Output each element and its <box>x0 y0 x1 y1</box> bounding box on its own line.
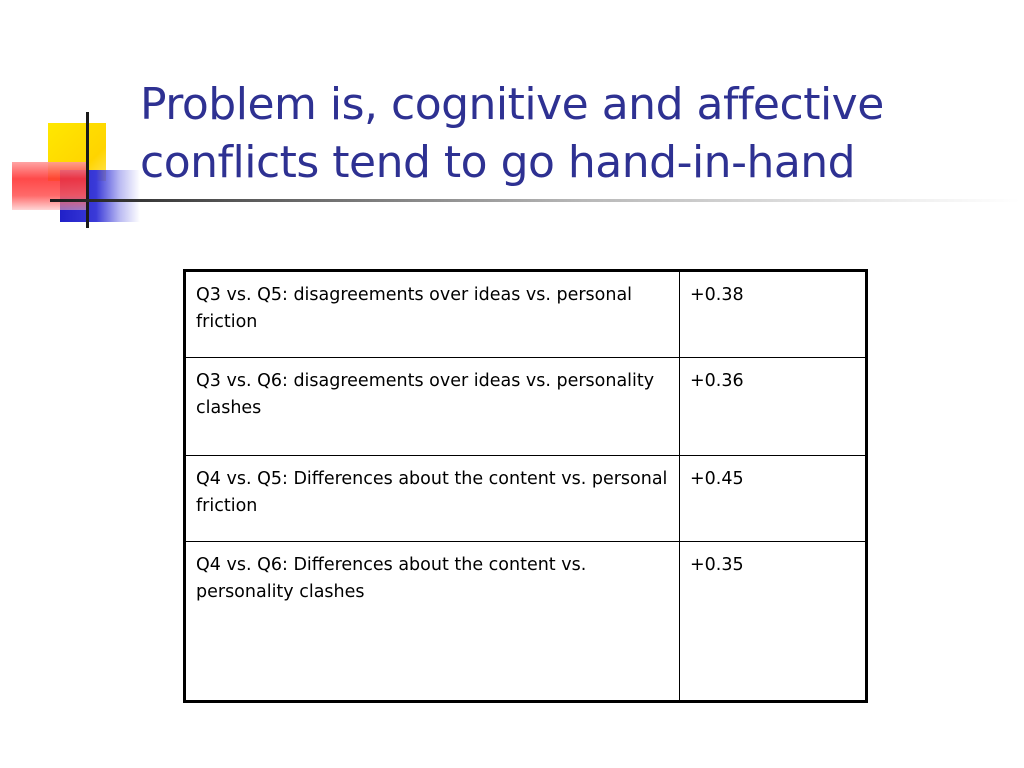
comparison-cell: Q3 vs. Q5: disagreements over ideas vs. personal friction <box>185 271 680 358</box>
blue-square-decoration <box>60 170 140 222</box>
title-line-2: conflicts tend to go hand-in-hand <box>140 137 856 188</box>
table-row <box>185 271 867 358</box>
table-row <box>185 456 867 542</box>
table-row <box>185 358 867 456</box>
comparison-cell: Q4 vs. Q5: Differences about the content vs. personal friction <box>185 456 680 542</box>
slide-title <box>140 76 1000 192</box>
correlation-table <box>183 269 868 703</box>
vertical-rule-decoration <box>86 112 89 228</box>
correlation-cell: +0.38 <box>679 271 866 358</box>
correlation-cell: +0.35 <box>679 542 866 702</box>
correlation-cell: +0.45 <box>679 456 866 542</box>
yellow-square-decoration <box>48 123 106 181</box>
red-square-decoration <box>12 162 87 210</box>
comparison-cell: Q3 vs. Q6: disagreements over ideas vs. personality clashes <box>185 358 680 456</box>
table-row <box>185 542 867 702</box>
correlation-cell: +0.36 <box>679 358 866 456</box>
title-line-1: Problem is, cognitive and affective <box>140 79 884 130</box>
comparison-cell: Q4 vs. Q6: Differences about the content vs. personality clashes <box>185 542 680 702</box>
title-underline-rule <box>50 199 1020 202</box>
